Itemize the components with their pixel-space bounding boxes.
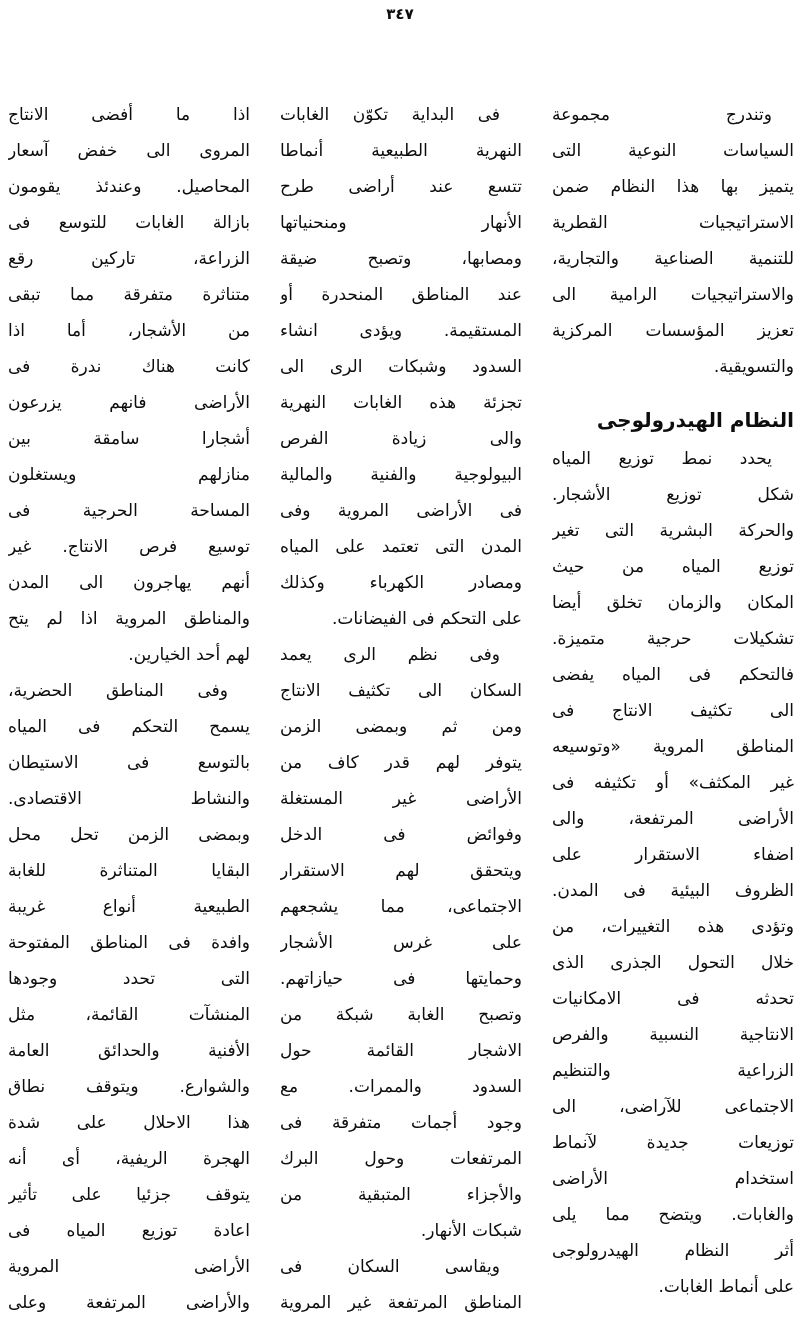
text-line: أشجارا سامقة بين (8, 429, 250, 449)
text-line: الزراعية والتنظيم (552, 1061, 794, 1081)
text-line: والتسويقية. (713, 357, 794, 377)
text-line: منازلهم ويستغلون (8, 465, 250, 485)
text-line: والأراضى المرتفعة وعلى (8, 1293, 250, 1313)
text-line: والشوارع. ويتوقف نطاق (8, 1077, 250, 1097)
text-line: وتؤدى هذه التغييرات، من (552, 917, 794, 937)
text-line: وحمايتها فى حيازاتهم. (280, 969, 522, 989)
text-line: الاستراتيجيات القطرية (552, 213, 794, 233)
text-line: التى تحدد وجودها (8, 969, 250, 989)
text-line: البقايا المتناثرة للغابة (8, 861, 250, 881)
text-line: فى البداية تكوّن الغابات (280, 105, 500, 125)
text-line: اذا ما أفضى الانتاج (8, 105, 250, 125)
text-line: اضفاء الاستقرار على (552, 845, 794, 865)
text-line: وافدة فى المناطق المفتوحة (8, 933, 250, 953)
text-line: الاجتماعى، مما يشجعهم (280, 897, 522, 917)
text-line: وفى المناطق الحضرية، (8, 681, 228, 701)
text-line: المساحة الحرجية فى (8, 501, 250, 521)
text-column-middle (280, 97, 522, 1321)
text-line: للتنمية الصناعية والتجارية، (552, 249, 794, 269)
text-line: الى تكثيف الانتاج فى (552, 701, 794, 721)
text-line: الاجتماعى للآراضى، الى (552, 1097, 794, 1117)
text-line: الهجرة الريفية، أى أنه (8, 1149, 250, 1169)
text-line: فالتحكم فى المياه يفضى (552, 665, 794, 685)
text-line: شكل توزيع الأشجار. (552, 485, 794, 505)
text-line: على غرس الأشجار (280, 933, 522, 953)
text-line: يحدد نمط توزيع المياه (552, 449, 772, 469)
text-line: والحركة البشرية التى تغير (552, 521, 794, 541)
text-line: هذا الاحلال على شدة (8, 1113, 250, 1133)
text-column-right (552, 97, 794, 1321)
text-line: أنهم يهاجرون الى المدن (8, 573, 250, 593)
text-line: المناطق المرتفعة غير المروية (280, 1293, 522, 1313)
text-line: وفوائض فى الدخل (280, 825, 522, 845)
text-line: والاستراتيجيات الرامية الى (552, 285, 794, 305)
text-line: النهرية الطبيعية أنماطا (280, 141, 522, 161)
text-line: المكان والزمان تخلق أيضا (552, 593, 794, 613)
text-line: يسمح التحكم فى المياه (8, 717, 250, 737)
text-line: الظروف البيئية فى المدن. (552, 881, 794, 901)
text-line: المروى الى خفض آسعار (8, 141, 250, 161)
text-line: البيولوجية والفنية والمالية (280, 465, 522, 485)
text-line: ومن ثم وبمضى الزمن (280, 717, 522, 737)
text-line: والمناطق المروية اذا لم يتح (8, 609, 250, 629)
text-line: يتميز بها هذا النظام ضمن (552, 177, 794, 197)
text-line: الأراضى غير المستغلة (280, 789, 522, 809)
text-line: المستقيمة. ويؤدى انشاء (280, 321, 522, 341)
text-line: خلال التحول الجذرى الذى (552, 953, 794, 973)
text-line: تتسع عند أراضى طرح (280, 177, 522, 197)
text-line: على أنماط الغابات. (658, 1277, 794, 1297)
text-line: السكان الى تكثيف الانتاج (280, 681, 522, 701)
text-line: توزيع المياه من حيث (552, 557, 794, 577)
text-line: ويقاسى السكان فى (280, 1257, 500, 1277)
text-line: والغابات. ويتضح مما يلى (552, 1205, 794, 1225)
text-line: الأراضى المرتفعة، والى (552, 809, 794, 829)
text-line: توسيع فرص الانتاج. غير (8, 537, 250, 557)
text-line: الزراعة، تاركين رقع (8, 249, 250, 269)
text-line: ويتحقق لهم الاستقرار (280, 861, 522, 881)
text-line: اعادة توزيع المياه فى (8, 1221, 250, 1241)
text-line: كانت هناك ندرة فى (8, 357, 250, 377)
text-column-left (8, 97, 250, 1321)
text-line: الانتاجية النسبية والفرص (552, 1025, 794, 1045)
text-line: تعزيز المؤسسات المركزية (552, 321, 794, 341)
text-line: فى الأراضى المروية وفى (280, 501, 522, 521)
text-line: تحدثه فى الامكانيات (552, 989, 794, 1009)
section-heading: النظام الهيدرولوجى (596, 408, 794, 432)
text-columns (0, 97, 800, 1321)
text-line: استخدام الأراضى (552, 1169, 794, 1189)
text-line: الأراضى المروية (8, 1257, 250, 1277)
text-line: المناطق المروية «وتوسيعه (552, 737, 794, 757)
text-line: وتصبح الغابة شبكة من (280, 1005, 522, 1025)
text-line: يتوفر لهم قدر كاف من (280, 753, 522, 773)
text-line: تجزئة هذه الغابات النهرية (280, 393, 522, 413)
text-line: غير المكثف» أو تكثيفه فى (552, 773, 794, 793)
text-line: الأنهار ومنحنياتها (280, 213, 522, 233)
text-line: وبمضى الزمن تحل محل (8, 825, 250, 845)
text-line: ومصادر الكهرباء وكذلك (280, 573, 522, 593)
text-line: السياسات النوعية التى (552, 141, 794, 161)
text-line: بالتوسع فى الاستيطان (8, 753, 250, 773)
page-number: ٣٤٧ (386, 5, 414, 23)
text-line: الاشجار القائمة حول (280, 1041, 522, 1061)
text-line: السدود وشبكات الرى الى (280, 357, 522, 377)
text-line: الأفنية والحدائق العامة (8, 1041, 250, 1061)
text-line: المدن التى تعتمد على المياه (280, 537, 522, 557)
text-line: شبكات الأنهار. (420, 1221, 522, 1241)
text-line: توزيعات جديدة لآنماط (552, 1133, 794, 1153)
text-line: تشكيلات حرجية متميزة. (552, 629, 794, 649)
text-line: والنشاط الاقتصادى. (8, 789, 250, 809)
text-line: المرتفعات وحول البرك (280, 1149, 522, 1169)
text-line: وجود أجمات متفرقة فى (280, 1113, 522, 1133)
text-line: وتندرج مجموعة (552, 105, 772, 125)
text-line: يتوقف جزئيا على تأثير (8, 1185, 250, 1205)
text-line: المحاصيل. وعندئذ يقومون (8, 177, 250, 197)
text-line: أثر النظام الهيدرولوجى (552, 1241, 794, 1261)
text-line: والأجزاء المتبقية من (280, 1185, 522, 1205)
text-line: متناثرة متفرقة مما تبقى (8, 285, 250, 305)
text-line: بازالة الغابات للتوسع فى (8, 213, 250, 233)
text-line: وفى نظم الرى يعمد (280, 645, 500, 665)
text-line: ومصابها، وتصبح ضيقة (280, 249, 522, 269)
text-line: من الأشجار، أما اذا (8, 321, 250, 341)
text-line: السدود والممرات. مع (280, 1077, 522, 1097)
text-line: المنشآت القائمة، مثل (8, 1005, 250, 1025)
text-line: على التحكم فى الفيضانات. (331, 609, 522, 629)
text-line: الطبيعية أنواع غريبة (8, 897, 250, 917)
text-line: الأراضى فانهم يزرعون (8, 393, 250, 413)
text-line: لهم أحد الخيارين. (128, 645, 250, 665)
text-line: والى زيادة الفرص (280, 429, 522, 449)
text-line: عند المناطق المنحدرة أو (280, 285, 522, 305)
